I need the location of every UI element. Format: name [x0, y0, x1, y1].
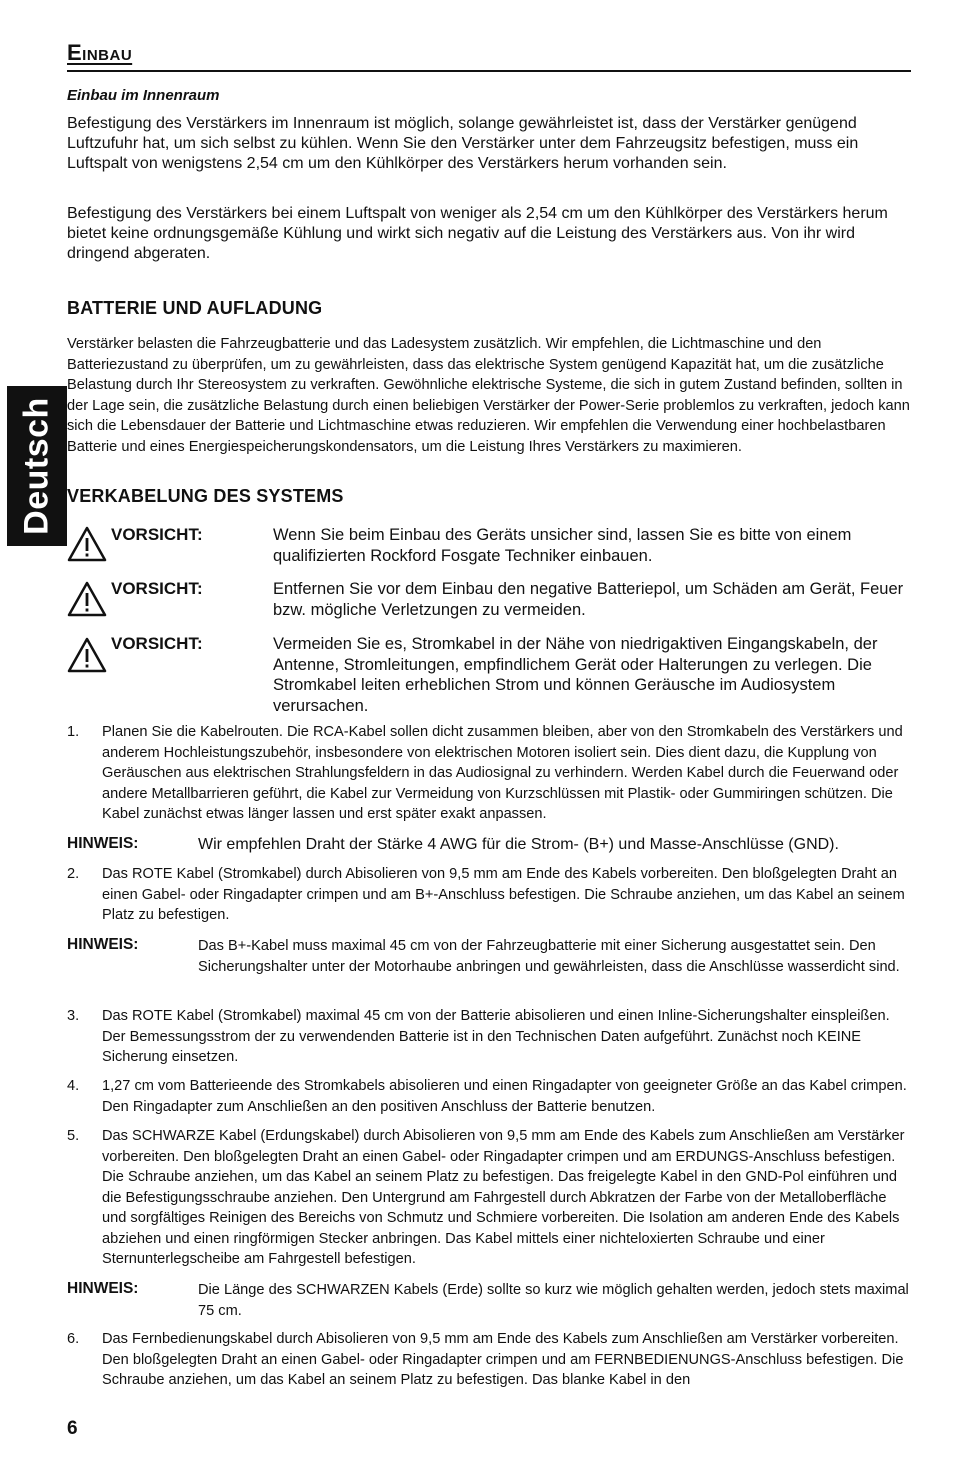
- step-number: 3.: [67, 1008, 80, 1024]
- warning-triangle-icon: [66, 525, 108, 563]
- note-label: HINWEIS:: [67, 1280, 139, 1297]
- warning-triangle-icon: [66, 636, 108, 674]
- language-tab-label: Deutsch: [17, 397, 56, 535]
- page-number: 6: [67, 1418, 78, 1439]
- caution-text: Entfernen Sie vor dem Einbau den negative Batteriepol, um Schäden am Gerät, Feuer bzw. mögliche Verletzungen zu vermeiden.: [273, 580, 904, 619]
- caution-text: Vermeiden Sie es, Stromkabel in der Nähe von niedrigaktiven Eingangskabeln, der Antenne, Stromleitungen, empfindlichem Gerät oder Halterungen zu verlegen. Die Stromkabel leiten erheblichen Strom und können Geräusche im Audiosystem verursachen.: [273, 635, 878, 715]
- step-text: Das ROTE Kabel (Stromkabel) durch Abisolieren von 9,5 mm am Ende des Kabels vorbereiten. Den bloßgelegten Draht an einen Gabel- oder Ringadapter crimpen und am B+-Anschluss befestigen. Die Schraube anziehen, um das Kabel an seinem Platz zu befestigen.: [102, 866, 905, 923]
- caution-label: VORSICHT:: [111, 525, 203, 544]
- note-text: Wir empfehlen Draht der Stärke 4 AWG für die Strom- (B+) und Masse-Anschlüsse (GND).: [198, 836, 839, 853]
- wiring-heading: VERKABELUNG DES SYSTEMS: [67, 486, 344, 506]
- language-side-tab: [7, 386, 67, 546]
- step-text: Das Fernbedienungskabel durch Abisolieren von 9,5 mm am Ende des Kabels zum Anschließen am Verstärker vorbereiten. Den bloßgelegten Draht an einen Gabel- oder Ringadapter crimpen und am FERNBEDIENUNGS-Anschluss befestigen. Die Schraube anziehen, um das Kabel an seinem Platz zu befestigen. Das blanke Kabel in den: [102, 1331, 904, 1388]
- step-number: 4.: [67, 1078, 80, 1094]
- caution-label: VORSICHT:: [111, 579, 203, 598]
- caution-label: VORSICHT:: [111, 634, 203, 653]
- step-text: Planen Sie die Kabelrouten. Die RCA-Kabel sollen dicht zusammen bleiben, aber von den Stromkabeln des Verstärkers und anderem Hochleistungszubehör, insbesondere von elektrischen Motoren isoliert sein. Dies dient dazu, die Kupplung von Geräuschen aus elektrischen Strahlungsfeldern in das Audiosignal zu verhindern. Werden Kabel durch die Feuerwand oder andere Metallbarrieren geführt, die Kabel zur Vermeidung von Kurzschlüssen mit Plastik- oder Gummiringen schützen. Die Kabel zunächst etwas länger lassen und erst später exakt anpassen.: [102, 724, 903, 822]
- note-text: Die Länge des SCHWARZEN Kabels (Erde) sollte so kurz wie möglich gehalten werden, jedoch stets maximal 75 cm.: [198, 1282, 909, 1319]
- page-header: [67, 40, 911, 72]
- warning-triangle-icon: [66, 580, 108, 618]
- step-text: Das ROTE Kabel (Stromkabel) maximal 45 cm von der Batterie abisolieren und einen Inline-Sicherungshalter einspleißen. Der Bemessungsstrom der zu verwendenden Batterie ist in den Technischen Daten aufgeführt. Zunächst noch KEINE Sicherung einsetzen.: [102, 1008, 890, 1065]
- step-number: 5.: [67, 1128, 80, 1144]
- caution-text: Wenn Sie beim Einbau des Geräts unsicher sind, lassen Sie es bitte von einem qualifizierten Rockford Fosgate Techniker einbauen.: [273, 526, 852, 565]
- battery-heading: BATTERIE UND AUFLADUNG: [67, 298, 323, 318]
- note-text: Das B+-Kabel muss maximal 45 cm von der Fahrzeugbatterie mit einer Sicherung ausgestattet sein. Den Sicherungshalter unter der Motorhaube anbringen und gewährleisten, dass die Anschlüsse wasserdicht sind.: [198, 938, 900, 975]
- step-text: 1,27 cm vom Batterieende des Stromkabels abisolieren und einen Ringadapter von geeigneter Größe an das Kabel crimpen. Den Ringadapter zum Anschließen an den positiven Anschluss der Batterie benutzen.: [102, 1078, 907, 1115]
- note-label: HINWEIS:: [67, 936, 139, 953]
- note-label: HINWEIS:: [67, 835, 139, 852]
- step-number: 1.: [67, 724, 80, 740]
- step-text: Das SCHWARZE Kabel (Erdungskabel) durch Abisolieren von 9,5 mm am Ende des Kabels zum Anschließen am Verstärker vorbereiten. Den bloßgelegten Draht an einen Gabel- oder Ringadapter crimpen und am ERDUNGS-Anschluss befestigen. Die Schraube anziehen, um das Kabel an seinem Platz zu befestigen. Das freigelegte Kabel in den GND-Pol einführen und die Befestigungsschraube anziehen. Den Untergrund am Fahrgestell durch Abkratzen der Farbe von der Metalloberfläche und sorgfältiges Reinigen des Bereichs von Schmutz und Schmiere vorbereiten. Die Isolation am anderen Ende des Kabels abziehen und einen ringförmigen Stecker anbringen. Das Kabel mittels einer nichteloxierten Schraube und einer Sternunterlegscheibe am Fahrgestell befestigen.: [102, 1128, 905, 1267]
- header-rule: [67, 70, 911, 72]
- step-number: 6.: [67, 1331, 80, 1347]
- step-number: 2.: [67, 866, 80, 882]
- interior-paragraph-1: Befestigung des Verstärkers im Innenraum ist möglich, solange gewährleistet ist, dass der Verstärker genügend Luftzufuhr hat, um sich selbst zu kühlen. Wenn Sie den Verstärker unter dem Fahrzeugsitz befestigen, muss ein Luftspalt von wenigstens 2,54 cm um den Kühlkörper des Verstärkers herum vorhanden sein.: [67, 115, 859, 172]
- interior-subtitle: Einbau im Innenraum: [67, 87, 220, 104]
- page-title: Einbau: [67, 40, 133, 65]
- interior-paragraph-2: Befestigung des Verstärkers bei einem Luftspalt von weniger als 2,54 cm um den Kühlkörper des Verstärkers herum bietet keine ordnungsgemäße Kühlung und wirkt sich negativ auf die Leistung des Verstärkers aus. Von ihr wird dringend abgeraten.: [67, 205, 888, 262]
- battery-paragraph: Verstärker belasten die Fahrzeugbatterie und das Ladesystem zusätzlich. Wir empfehlen, die Lichtmaschine und den Batteriezustand zu überprüfen, um zu gewährleisten, dass das elektrische System genügend Kapazität hat, um die zusätzliche Belastung durch Ihr Stereosystem zu verkraften. Gewöhnliche elektrische Systeme, die sich in gutem Zustand befinden, sollten in der Lage sein, die zusätzliche Belastung durch einen beliebigen Verstärker der Power-Serie problemlos zu verkraften, jedoch kann sich die Lebensdauer der Batterie und Lichtmaschine etwas reduzieren. Wir empfehlen die Verwendung einer hochbelastbaren Batterie und eines Energiespeicherungskondensators, um die Leistung Ihres Verstärkers zu maximieren.: [67, 336, 910, 455]
